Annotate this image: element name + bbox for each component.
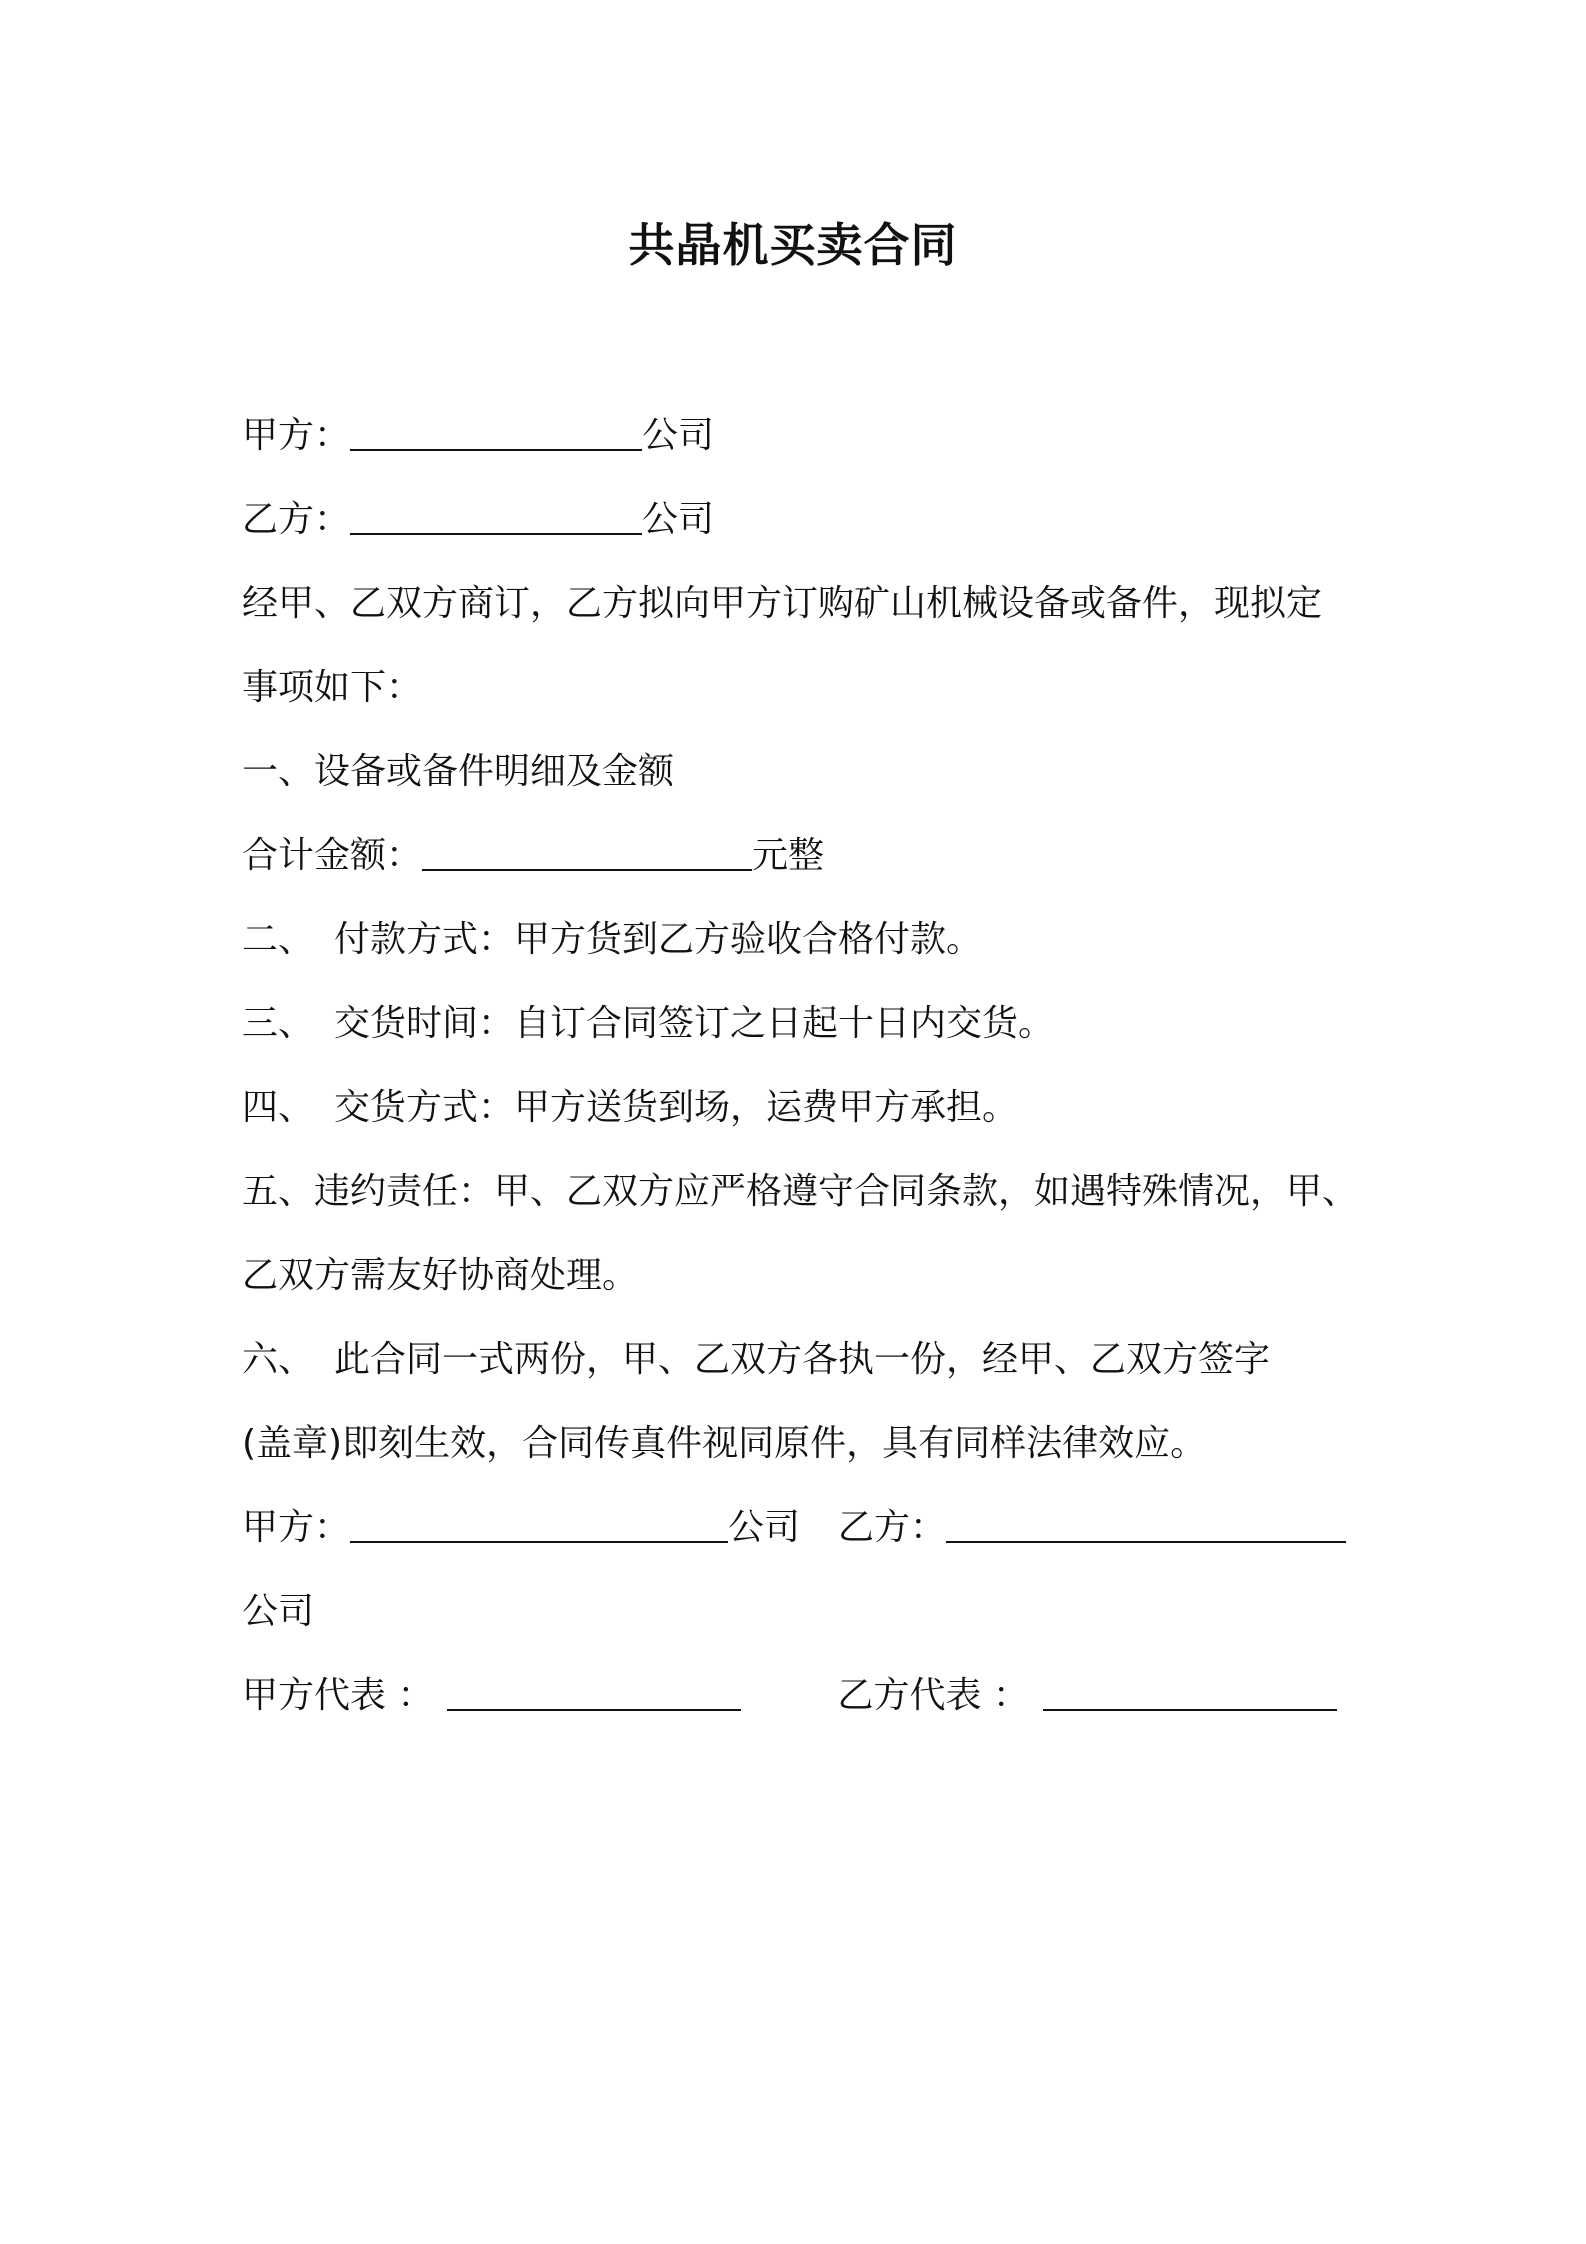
section-6-line-1: [242, 1336, 1270, 1384]
section-6-number: 六、: [242, 1339, 315, 1380]
section-6-text: 此合同一式两份，甲、乙双方各执一份，经甲、乙双方签字: [334, 1339, 1271, 1380]
party-b-blank: [350, 501, 642, 535]
section-4-text: 交货方式：甲方送货到场，运费甲方承担。: [334, 1087, 1019, 1128]
party-b-label: 乙方：: [242, 499, 351, 540]
section-2: [242, 916, 982, 964]
section-4-number: 四、: [242, 1087, 315, 1128]
section-6-line-2: (盖章)即刻生效，合同传真件视同原件，具有同样法律效应。: [242, 1423, 1207, 1464]
section-3-text: 交货时间：自订合同签订之日起十日内交货。: [334, 1003, 1055, 1044]
section-3-number: 三、: [242, 1003, 315, 1044]
signature-party-a-blank: [350, 1509, 728, 1543]
section-5-line-1: 五、违约责任：甲、乙双方应严格遵守合同条款，如遇特殊情况，甲、: [242, 1171, 1359, 1212]
signature-party-a-label: 甲方：: [242, 1507, 351, 1548]
total-amount-blank: [422, 837, 752, 871]
party-a-label: 甲方：: [242, 415, 351, 456]
signature-party-b-suffix: 公司: [242, 1591, 315, 1632]
party-a-suffix: 公司: [642, 415, 715, 456]
signature-party-b-label: 乙方：: [838, 1507, 947, 1548]
section-4: [242, 1084, 1018, 1132]
intro-line-1: 经甲、乙双方商订，乙方拟向甲方订购矿山机械设备或备件，现拟定: [242, 583, 1323, 624]
signature-party-a-suffix: 公司: [728, 1507, 801, 1548]
rep-b-label: 乙方代表 ：: [837, 1675, 1029, 1716]
rep-b-blank: [1043, 1677, 1337, 1711]
party-a-line: [242, 412, 714, 460]
rep-a-label: 甲方代表 ：: [242, 1675, 434, 1716]
section-2-number: 二、: [242, 919, 315, 960]
section-5-line-2: 乙双方需友好协商处理。: [242, 1255, 639, 1296]
signature-party-b-blank: [946, 1509, 1346, 1543]
total-amount-label: 合计金额：: [242, 835, 423, 876]
party-b-line: [242, 496, 714, 544]
intro-line-2: 事项如下：: [242, 667, 423, 708]
section-3: [242, 1000, 1054, 1048]
document-title: 共晶机买卖合同: [628, 218, 958, 272]
party-a-blank: [350, 417, 642, 451]
party-b-suffix: 公司: [642, 499, 715, 540]
signature-parties-line: [242, 1504, 1346, 1552]
rep-a-blank: [447, 1677, 741, 1711]
section-1-heading: 一、设备或备件明细及金额: [242, 751, 675, 792]
total-amount-suffix: 元整: [752, 835, 825, 876]
section-2-text: 付款方式：甲方货到乙方验收合格付款。: [334, 919, 983, 960]
representatives-line: [242, 1672, 1337, 1720]
total-amount-line: [242, 832, 824, 880]
